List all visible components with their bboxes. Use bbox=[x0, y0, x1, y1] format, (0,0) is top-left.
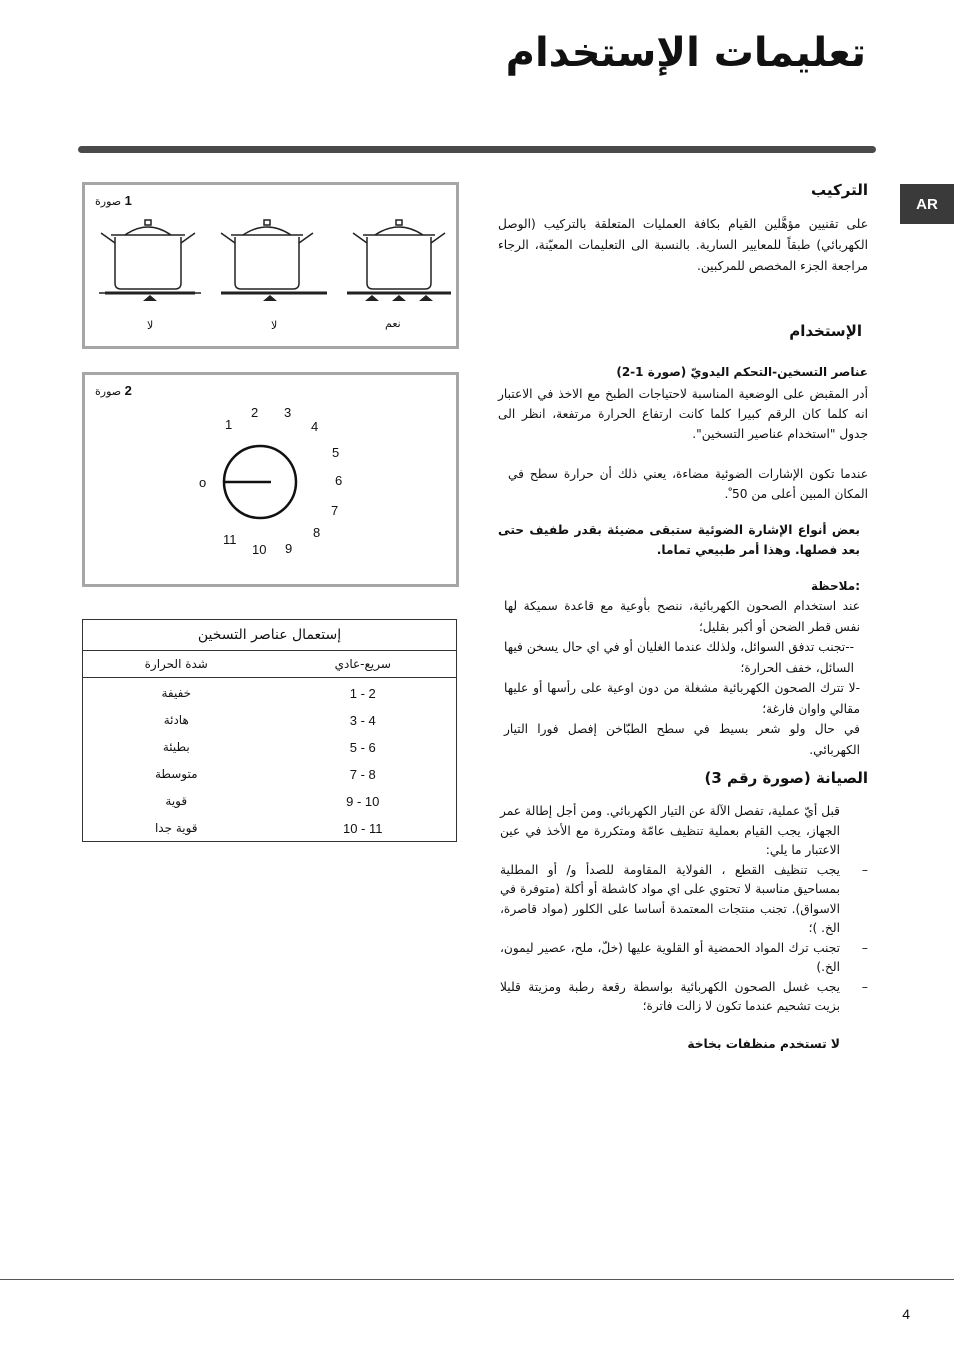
table-row bbox=[83, 734, 456, 761]
use-para-2: عندما تكون الإشارات الضوئية مضاءة، يعني ذلك أن حرارة سطح في المكان المبين أعلى من 50 ْ. bbox=[508, 467, 868, 501]
dial-off-label: o bbox=[199, 475, 207, 490]
table-cell-setting: 9 - 10 bbox=[346, 794, 380, 809]
dial-number: 5 bbox=[332, 445, 340, 460]
table-cell-level: متوسطة bbox=[154, 767, 198, 781]
table-row bbox=[83, 761, 456, 788]
maintenance-list bbox=[500, 861, 868, 1017]
list-item bbox=[500, 978, 868, 1017]
maintenance-section bbox=[488, 768, 868, 1054]
header-rule bbox=[78, 146, 876, 153]
maintenance-bold-footer: لا تستخدم منظفات بخاخة bbox=[687, 1036, 840, 1051]
page-title: تعليمات الإستخدام bbox=[505, 30, 866, 76]
installation-body: على تقنيين مؤهَّلين القيام بكافة العمليات المتعلقة بالتركيب (الوصل الكهربائي) طبقاً للمعايير السارية. بالنسبة الى التعليمات المعيّنة، الرجاء مراجعة الجزء المخصص للمركبين. bbox=[498, 217, 868, 273]
table-row bbox=[83, 788, 456, 815]
table-cell-setting: 10 - 11 bbox=[342, 821, 383, 836]
footer-rule bbox=[0, 1279, 954, 1280]
figure-1 bbox=[82, 182, 459, 349]
use-section bbox=[498, 362, 868, 760]
pot-icon bbox=[221, 220, 327, 293]
table-cell-setting: 3 - 4 bbox=[349, 713, 376, 728]
control-dial-icon bbox=[85, 375, 456, 584]
table-cell-setting: 1 - 2 bbox=[349, 686, 376, 701]
dial-number: 3 bbox=[284, 405, 292, 420]
dial-number: 2 bbox=[251, 405, 259, 420]
table-cell-level: بطيئة bbox=[162, 740, 190, 754]
table-cell-level: خفيفة bbox=[161, 686, 192, 700]
table-cell-setting: 7 - 8 bbox=[349, 767, 376, 782]
table-body bbox=[83, 678, 456, 842]
table-row bbox=[83, 680, 456, 707]
dial-number: 8 bbox=[313, 525, 321, 540]
figure-1-number: 1 bbox=[124, 193, 132, 208]
note-heading: :ملاحظة bbox=[811, 579, 860, 593]
figure-2-number: 2 bbox=[124, 383, 132, 398]
note-list bbox=[504, 596, 860, 760]
table-title: إستعمال عناصر التسخين bbox=[83, 620, 456, 651]
figure-2 bbox=[82, 372, 459, 587]
dial-number: 10 bbox=[252, 542, 267, 557]
table-cell-level: قوية جدا bbox=[154, 821, 198, 835]
list-item bbox=[500, 861, 868, 939]
figure-1-label-yes: نعم bbox=[385, 317, 401, 330]
table-cell-setting: 5 - 6 bbox=[349, 740, 376, 755]
figure-2-label: صورة bbox=[95, 385, 122, 398]
column-header: شدة الحرارة bbox=[144, 657, 208, 671]
right-column bbox=[498, 180, 868, 349]
dial-number: 11 bbox=[223, 532, 237, 547]
maintenance-item: يجب تنظيف القطع ، الفولاية المقاومة للصدأ و/ أو المطلية بمساحيق مناسبة لا تحتوي على اي مواد كاشطة أو أكلة (متوفرة في الاسواق). تجنب منتجات المعتمدة أساسا على الكلور (مواد قاصرة، الخ. )؛ bbox=[500, 862, 840, 935]
maintenance-item: تجنب ترك المواد الحمضية أو القلوية عليها (خلّ، ملح، عصير ليمون، الخ.) bbox=[500, 940, 840, 974]
note-item: -لا تترك الصحون الكهربائية مشغلة من دون اوعية على رأسها أو عليها مقالي واوان فارغة؛ bbox=[504, 681, 860, 716]
dial-number: 6 bbox=[335, 473, 343, 488]
figure-1-label-no: لا bbox=[271, 319, 278, 332]
use-heading: الإستخدام bbox=[789, 322, 862, 340]
list-item bbox=[500, 939, 868, 978]
dial-number: 9 bbox=[285, 541, 293, 556]
column-header: سريع-عادي bbox=[334, 657, 391, 671]
table-row bbox=[83, 707, 456, 734]
maintenance-item: يجب غسل الصحون الكهربائية بواسطة رقعة رطبة ومزيتة قليلا بزيت تشحيم عندما تكون لا زالت فاترة؛ bbox=[500, 979, 840, 1013]
dial-number: 1 bbox=[225, 417, 233, 432]
heating-elements-table bbox=[82, 619, 457, 842]
use-bold-note: بعض أنواع الإشارة الضوئية ستبقى مضيئة بقدر طفيف حتى بعد فصلها. وهذا أمر طبيعي تماما. bbox=[498, 523, 860, 557]
installation-heading: التركيب bbox=[811, 181, 868, 199]
table-cell-level: قوية bbox=[165, 794, 188, 808]
dash-marker: – bbox=[861, 979, 868, 994]
dial-number: 4 bbox=[311, 419, 319, 434]
language-tab: AR bbox=[900, 184, 954, 224]
table-header bbox=[83, 651, 456, 678]
pot-icon bbox=[99, 220, 201, 293]
maintenance-heading: الصيانة (صورة رقم 3) bbox=[704, 769, 868, 787]
use-subheading: عناصر التسخين-التحكم اليدويّ (صورة 1-2) bbox=[616, 365, 868, 379]
pot-icon bbox=[347, 220, 451, 293]
dash-marker: – bbox=[861, 940, 868, 955]
figure-1-label-no: لا bbox=[147, 319, 154, 332]
figure-1-label: صورة bbox=[95, 195, 122, 208]
use-para-1: أدر المقبض على الوضعية المناسبة لاحتياجات الطبخ مع الاخذ في الاعتبار انه كلما كان الرقم كبيرا كلما كانت ارتفاع الحرارة مرتفعة، انظر الى جدول "استخدام عناصير التسخين". bbox=[498, 387, 868, 441]
maintenance-intro: قبل أيّ عملية، تفصل الآلة عن التيار الكهربائي. ومن أجل إطالة عمر الجهاز، يجب القيام بعملية تنظيف عامّة ومتكررة مع الأخذ في عين الاعتبار ما يلي: bbox=[500, 804, 840, 857]
dial-number: 7 bbox=[331, 503, 339, 518]
table-row bbox=[83, 815, 456, 842]
note-item: --تجنب تدفق السوائل، ولذلك عندما الغليان أو في اي حال يسخن فيها السائل، خفف الحرارة؛ bbox=[504, 640, 854, 675]
dash-marker: – bbox=[861, 862, 868, 877]
page-number: 4 bbox=[902, 1306, 910, 1322]
note-item: عند استخدام الصحون الكهربائية، ننصح بأوعية مع قاعدة سميكة لها نفس قطر الضحن أو أكبر بقليل؛ bbox=[504, 599, 860, 634]
table-cell-level: هادئة bbox=[163, 713, 189, 727]
note-item: في حال ولو شعر بسيط في سطح الطبّاخن إفصل فورا التيار الكهربائي. bbox=[504, 722, 860, 757]
